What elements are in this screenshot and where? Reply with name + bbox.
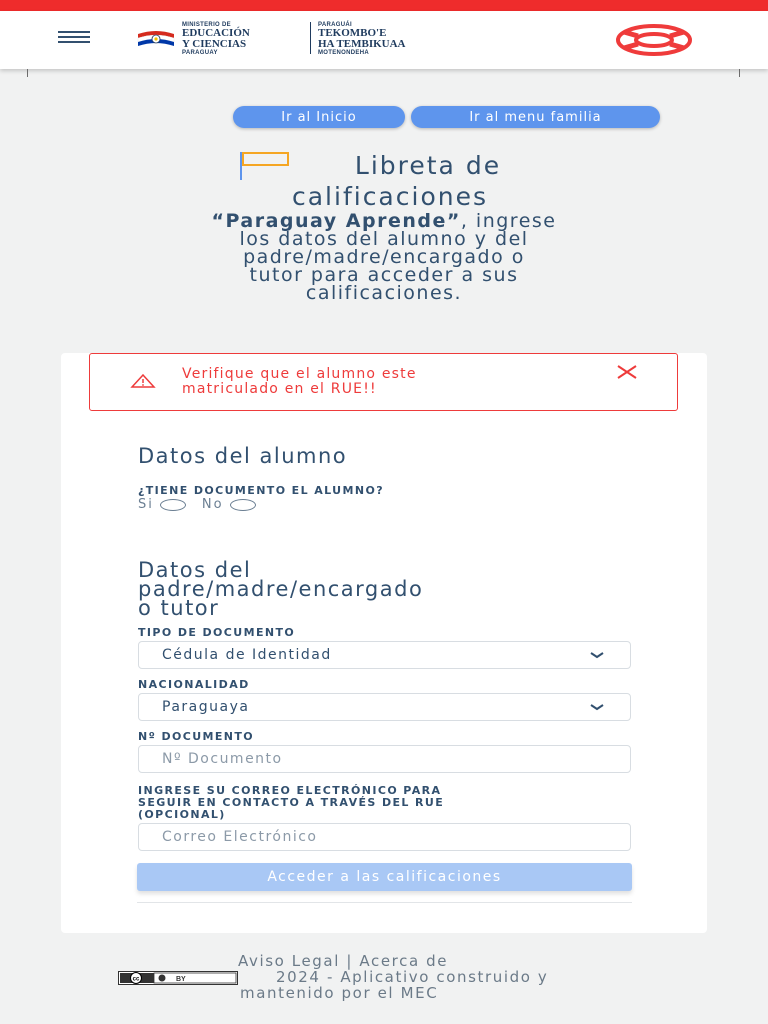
doc-number-input[interactable] — [138, 745, 631, 773]
hamburger-menu-icon[interactable] — [58, 31, 90, 45]
has-document-radio-group — [138, 497, 264, 512]
chevron-down-icon — [589, 650, 605, 660]
logo-text-spanish: MINISTERIO DE EDUCACIÓN Y CIENCIAS PARAGUAY — [182, 22, 250, 56]
mec-link[interactable]: MEC — [400, 984, 439, 1002]
email-label: INGRESE SU CORREO ELECTRÓNICO PARA SEGUIR EN CONTACTO A TRAVÉS DEL RUE (OPCIONAL) — [138, 784, 445, 821]
radio-no[interactable] — [230, 499, 256, 511]
logo-divider — [310, 22, 311, 54]
header-edge-right — [739, 69, 740, 77]
alert-message: Verifique que el alumno este matriculado en el RUE!! — [182, 366, 417, 397]
student-section-heading: Datos del alumno — [138, 444, 348, 468]
email-input[interactable] — [138, 823, 631, 851]
radio-yes[interactable] — [160, 499, 186, 511]
radio-no-label: No — [201, 497, 224, 512]
footer-separator: | — [340, 952, 360, 970]
access-grades-button[interactable]: Acceder a las calificaciones — [137, 863, 632, 891]
copyright-text: 2024 - Aplicativo construido y — [276, 968, 549, 986]
warning-icon — [130, 374, 156, 388]
doc-number-placeholder: Nº Documento — [162, 751, 283, 767]
doc-number-label: Nº DOCUMENTO — [138, 730, 255, 743]
error-alert — [89, 353, 678, 411]
radio-yes-label: Si — [138, 497, 154, 512]
page-subtitle: “Paraguay Aprende”, ingrese los datos del alumno y del padre/madre/encargado o tutor para acceder a sus calificaciones. — [211, 210, 557, 304]
close-icon[interactable] — [616, 364, 638, 380]
lifebuoy-help-icon[interactable] — [616, 24, 692, 56]
header-edge-left — [27, 69, 28, 77]
about-link[interactable]: Acerca de — [359, 952, 449, 970]
nationality-value: Paraguaya — [162, 699, 250, 715]
chevron-down-icon — [589, 702, 605, 712]
cc-text: cc — [132, 976, 140, 983]
app-header — [0, 11, 768, 69]
doc-type-select[interactable] — [138, 641, 631, 669]
page-title: Libreta de calificaciones — [291, 151, 502, 211]
paraguay-flag-icon — [136, 28, 176, 50]
ministry-logo[interactable] — [136, 20, 476, 60]
form-divider — [137, 902, 632, 903]
legal-notice-link[interactable]: Aviso Legal — [238, 952, 340, 970]
family-menu-button[interactable]: Ir al menu familia — [411, 106, 660, 128]
nationality-label: NACIONALIDAD — [138, 678, 250, 691]
has-document-label: ¿TIENE DOCUMENTO EL ALUMNO? — [138, 484, 384, 497]
maintained-text: mantenido por el — [240, 984, 395, 1002]
email-placeholder: Correo Electrónico — [162, 829, 318, 845]
doc-type-label: TIPO DE DOCUMENTO — [138, 626, 296, 639]
by-text: BY — [176, 976, 186, 983]
go-home-button[interactable]: Ir al Inicio — [233, 106, 405, 128]
app-name: “Paraguay Aprende” — [211, 210, 461, 232]
top-accent-stripe — [0, 0, 768, 11]
logo-text-guarani: PARAGUÁI TEKOMBO'E HA TEMBIKUAA MOTENONDEHA — [318, 22, 406, 56]
creative-commons-badge[interactable] — [118, 971, 238, 985]
doc-type-value: Cédula de Identidad — [162, 647, 332, 663]
guardian-section-heading: Datos del padre/madre/encargado o tutor — [138, 558, 424, 620]
nationality-select[interactable] — [138, 693, 631, 721]
